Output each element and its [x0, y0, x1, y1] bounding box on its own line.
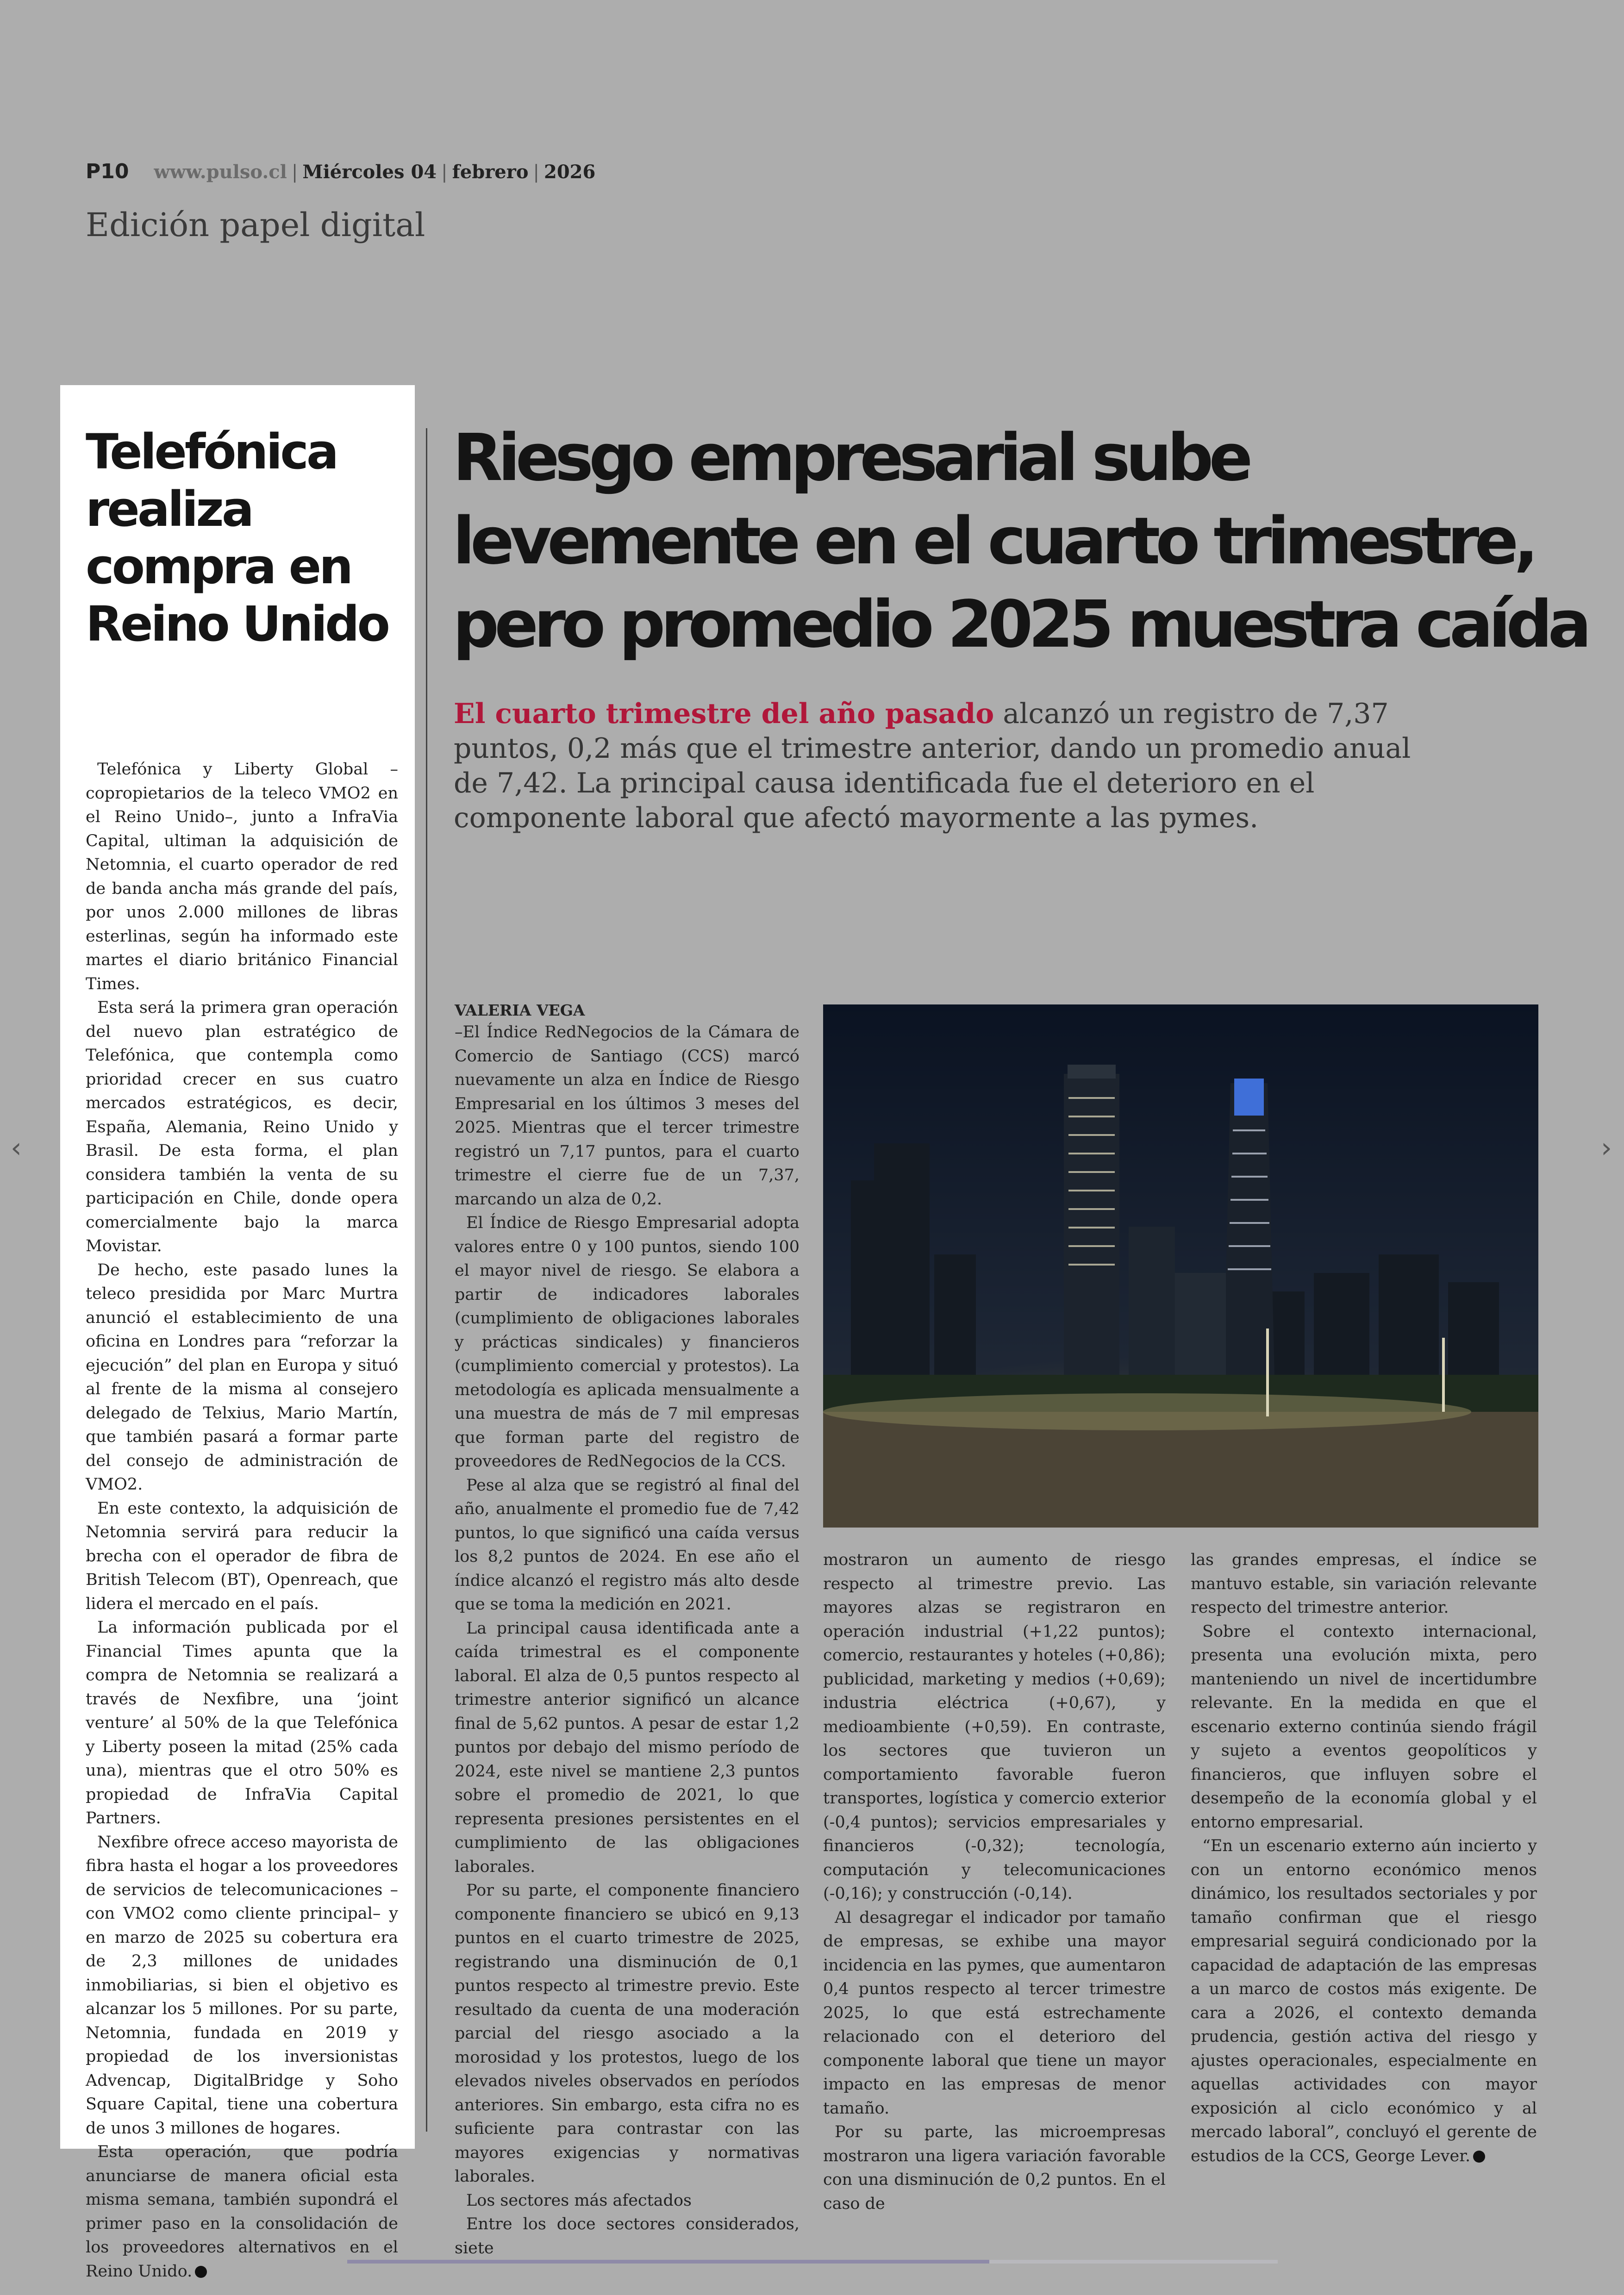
- date-day: Miércoles 04: [302, 161, 437, 183]
- sidebar-title: Telefónica realiza compra en Reino Unido: [86, 424, 388, 652]
- sidebar-paragraph: Telefónica y Liberty Global –copropietarios de la teleco VMO2 en el Reino Unido–, junto a InfraVia Capital, ultiman la adquisición de Netomnia, el cuarto operador de red de banda ancha más grande del país, por unos 2.000 millones de libras esterlinas, según ha informado este martes el diario británico Financial Times.: [86, 760, 398, 993]
- page-progress-bar[interactable]: [347, 2260, 1278, 2264]
- site-url[interactable]: www.pulso.cl: [154, 161, 287, 183]
- date-month: febrero: [452, 161, 529, 183]
- article-paragraph: Por su parte, las microempresas mostraron una ligera variación favorable con una disminución de 0,2 puntos. En el caso de: [823, 2123, 1166, 2213]
- article-paragraph: –El Índice RedNegocios de la Cámara de Comercio de Santiago (CCS) marcó nuevamente un alza en Índice de Riesgo Empresarial en los últimos 3 meses del 2025. Mientras que el tercer trimestre registró un 7,17 puntos, para el cuarto trimestre el cierre fue de un 7,37, marcando un alza de 0,2.: [455, 1023, 800, 1209]
- article-paragraph: Al desagregar el indicador por tamaño de empresas, se exhibe una mayor incidencia en las pymes, que aumentaron 0,4 puntos respecto al tercer trimestre 2025, lo que está estrechamente relacionado con el deterioro del componente laboral que tiene un mayor impacto en las empresas de menor tamaño.: [823, 1908, 1166, 2118]
- end-mark-icon: [195, 2266, 207, 2278]
- sidebar-paragraph: Esta será la primera gran operación del nuevo plan estratégico de Telefónica, que contempla como prioridad crecer en sus cuatro mercados estratégicos, es decir, España, Alemania, Reino Unido y Brasil. De esta forma, el plan considera también la venta de su participación en Chile, donde opera comercialmente bajo la marca Movistar.: [86, 998, 398, 1255]
- article-paragraph: Pese al alza que se registró al final del año, anualmente el promedio fue de 7,42 puntos, lo que significó una caída versus los 8,2 puntos de 2024. En ese año el índice alcanzó el registro más alto desde que se toma la medición en 2021.: [455, 1476, 800, 1614]
- date-year: 2026: [544, 161, 596, 183]
- article-paragraph: Entre los doce sectores considerados, siete: [455, 2215, 800, 2258]
- page-header: P10 www.pulso.cl | Miércoles 04 | febrero | 2026: [86, 160, 596, 183]
- page-number: P10: [86, 160, 129, 183]
- sidebar-paragraph: Esta operación, que podría anunciarse de manera oficial esta misma semana, también supondrá el primer paso en la consolidación de los proveedores alternativos en el Reino Unido.: [86, 2143, 398, 2281]
- lead-text: alcanzó un registro de 7,37 puntos, 0,2 más que el trimestre anterior, dando un promedio anual de 7,42. La principal causa identificada fue el deterioro en el componente laboral que afectó mayormente a las pymes.: [454, 698, 1411, 834]
- end-mark-icon: [1473, 2151, 1485, 2163]
- column-divider: [426, 428, 427, 2132]
- article-column-2: [823, 1548, 1166, 2216]
- article-column-3: [1191, 1548, 1537, 2168]
- edition-label: Edición papel digital: [86, 206, 425, 244]
- article-paragraph: Por su parte, el componente financiero componente financiero se ubicó en 9,13 puntos en el cuarto trimestre de 2025, registrando una disminución de 0,1 puntos respecto al trimestre previo. Este resultado da cuenta de una moderación parcial del riesgo asociado a la morosidad y los protestos, luego de los elevados niveles observados en períodos anteriores. Sin embargo, esta cifra no es suficiente para contrastar con las mayores exigencias y normativas laborales.: [455, 1881, 800, 2186]
- sidebar-article: [60, 385, 415, 2281]
- article-column-1: [455, 1021, 800, 2260]
- sidebar-body: [86, 758, 398, 2283]
- article-paragraph: La principal causa identificada ante a caída trimestral es el componente laboral. El alza de 0,5 puntos respecto al trimestre anterior significó un alcance final de 5,62 puntos. A pesar de estar 1,2 puntos por debajo del mismo período de 2024, este nivel se mantiene 2,3 puntos sobre el promedio de 2021, lo que representa presiones persistentes en el cumplimiento de las obligaciones laborales.: [455, 1619, 800, 1876]
- byline: VALERIA VEGA: [455, 1001, 585, 1019]
- article-paragraph: mostraron un aumento de riesgo respecto al trimestre previo. Las mayores alzas se registraron en operación industrial (+1,22 puntos); comercio, restaurantes y hoteles (+0,86); publicidad, marketing y medios (+0,69); industria eléctrica (+0,67), y medioambiente (+0,59). En contraste, los sectores que tuvieron un comportamiento favorable fueron transportes, logística y comercio exterior (-0,4 puntos); servicios empresariales y financieros (-0,32); tecnología, computación y telecomunicaciones (-0,16); y construcción (-0,14).: [823, 1551, 1166, 1903]
- article-paragraph: El Índice de Riesgo Empresarial adopta valores entre 0 y 100 puntos, siendo 100 el mayor nivel de riesgo. Se elabora a partir de indicadores laborales (cumplimiento de obligaciones laborales y prácticas sindicales) y financieros (cumplimiento comercial y protestos). La metodología es aplicada mensualmente a una muestra de más de 7 mil empresas que forman parte del registro de proveedores de RedNegocios de la CCS.: [455, 1214, 800, 1471]
- article-photo: [823, 1004, 1538, 1528]
- article-paragraph: “En un escenario externo aún incierto y con un entorno económico menos dinámico, los resultados sectoriales y por tamaño confirman que el riesgo empresarial seguirá condicionado por la capacidad de adaptación de las empresas a un marco de costos más exigente. De cara a 2026, el contexto demanda prudencia, gestión activa del riesgo y ajustes operacionales, especialmente en aquellas actividades con mayor exposición al ciclo económico y al mercado laboral”, concluyó el gerente de estudios de la CCS, George Lever.: [1191, 1837, 1537, 2165]
- next-page-button[interactable]: ›: [1601, 1132, 1612, 1164]
- sidebar-paragraph: La información publicada por el Financial Times apunta que la compra de Netomnia se realizará a través de Nexfibre, una ‘joint venture’ al 50% de la que Telefónica y Liberty poseen la mitad (25% cada una), mientras que el otro 50% es propiedad de InfraVia Capital Partners.: [86, 1618, 398, 1827]
- article-paragraph: Sobre el contexto internacional, presenta una evolución mixta, pero manteniendo un nivel de incertidumbre relevante. En la medida en que el escenario externo continúa siendo frágil y sujeto a eventos geopolíticos y financieros, que influyen sobre el desempeño de la economía global y el entorno empresarial.: [1191, 1622, 1537, 1832]
- page-progress-fill: [347, 2260, 989, 2264]
- sidebar-paragraph: En este contexto, la adquisición de Netomnia servirá para reducir la brecha con el operador de fibra de British Telecom (BT), Openreach, que lidera el mercado en el país.: [86, 1499, 398, 1613]
- subheading: Los sectores más afectados: [466, 2191, 692, 2210]
- article-headline: Riesgo empresarial sube levemente en el cuarto trimestre, pero promedio 2025 muestra caída: [453, 420, 1587, 662]
- lead-highlight: El cuarto trimestre del año pasado: [454, 698, 994, 730]
- sidebar-paragraph: Nexfibre ofrece acceso mayorista de fibra hasta el hogar a los proveedores de servicios de telecomunicaciones –con VMO2 como cliente principal– y en marzo de 2025 su cobertura era de 2,3 millones de unidades inmobiliarias, si bien el objetivo es alcanzar los 5 millones. Por su parte, Netomnia, fundada en 2019 y propiedad de los inversionistas Advencap, DigitalBridge y Soho Square Capital, tiene una cobertura de unos 3 millones de hogares.: [86, 1833, 398, 2138]
- article-lead: [454, 697, 1454, 836]
- previous-page-button[interactable]: ‹: [11, 1132, 22, 1164]
- article-paragraph: las grandes empresas, el índice se mantuvo estable, sin variación relevante respecto del trimestre anterior.: [1191, 1551, 1537, 1617]
- sidebar-paragraph: De hecho, este pasado lunes la teleco presidida por Marc Murtra anunció el establecimiento de una oficina en Londres para “reforzar la ejecución” del plan en Europa y situó al frente de la misma al consejero delegado de Telxius, Mario Martín, que también pasará a formar parte del consejo de administración de VMO2.: [86, 1260, 398, 1494]
